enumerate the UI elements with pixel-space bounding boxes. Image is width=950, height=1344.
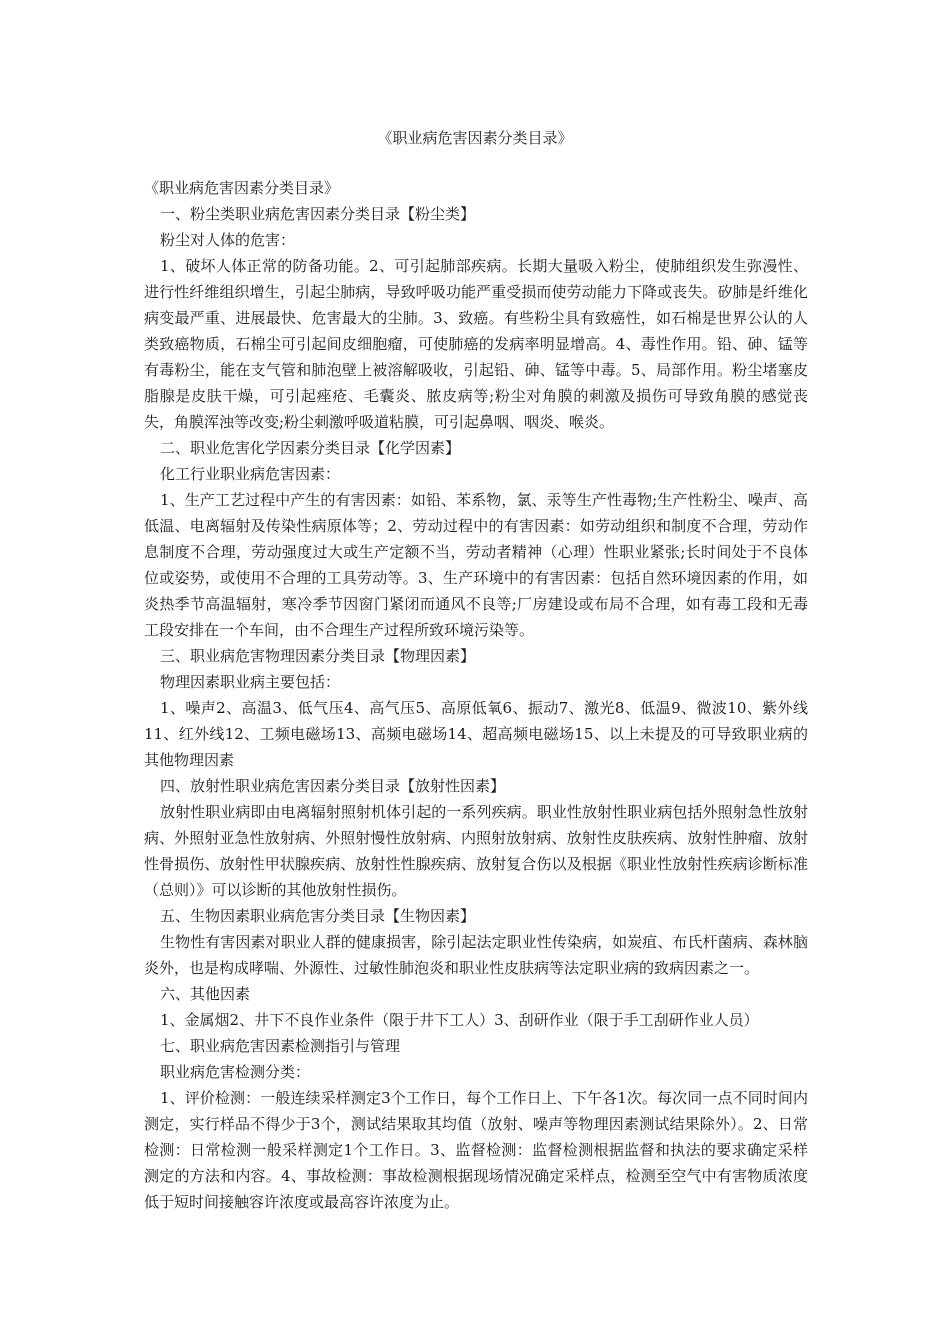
paragraph: 1、生产工艺过程中产生的有害因素：如铅、苯系物，氯、汞等生产性毒物;生产性粉尘、噪声、高低温、电离辐射及传染性病原体等；2、劳动过程中的有害因素：如劳动组织和制度不合理，劳动作息制度不合理，劳动强度过大或生产定额不当，劳动者精神（心理）性职业紧张;长时间处于不良体位或姿势，或使用不合理的工具劳动等。3、生产环境中的有害因素：包括自然环境因素的作用，如炎热季节高温辐射，寒冷季节因窗门紧闭而通风不良等;厂房建设或布局不合理，如有毒工段和无毒工段安排在一个车间，由不合理生产过程所致环境污染等。 — [144, 491, 808, 639]
paragraph: 三、职业病危害物理因素分类目录【物理因素】 — [160, 647, 476, 665]
document-body — [144, 175, 808, 1215]
paragraph: 五、生物因素职业病危害分类目录【生物因素】 — [160, 907, 476, 925]
paragraph: 化工行业职业病危害因素： — [160, 465, 341, 483]
paragraph: 七、职业病危害因素检测指引与管理 — [160, 1037, 401, 1055]
paragraph: 四、放射性职业病危害因素分类目录【放射性因素】 — [160, 777, 506, 795]
paragraph: 1、破坏人体正常的防备功能。2、可引起肺部疾病。长期大量吸入粉尘，使肺组织发生弥漫性、进行性纤维组织增生，引起尘肺病，导致呼吸功能严重受损而使劳动能力下降或丧失。矽肺是纤维化病变最严重、进展最快、危害最大的尘肺。3、致癌。有些粉尘具有致癌性，如石棉是世界公认的人类致癌物质，石棉尘可引起间皮细胞瘤，可使肺癌的发病率明显增高。4、毒性作用。铅、砷、锰等有毒粉尘，能在支气管和肺泡壁上被溶解吸收，引起铅、砷、锰等中毒。5、局部作用。粉尘堵塞皮脂腺是皮肤干燥，可引起痤疮、毛囊炎、脓皮病等;粉尘对角膜的刺激及损伤可导致角膜的感觉丧失，角膜浑浊等改变;粉尘刺激呼吸道粘膜，可引起鼻咽、咽炎、喉炎。 — [144, 257, 808, 431]
paragraph: 《职业病危害因素分类目录》 — [144, 179, 340, 197]
paragraph: 职业病危害检测分类： — [160, 1063, 311, 1081]
paragraph: 放射性职业病即由电离辐射照射机体引起的一系列疾病。职业性放射性职业病包括外照射急性放射病、外照射亚急性放射病、外照射慢性放射病、内照射放射病、放射性皮肤疾病、放射性肿瘤、放射性骨损伤、放射性甲状腺疾病、放射性性腺疾病、放射复合伤以及根据《职业性放射性疾病诊断标准（总则）》可以诊断的其他放射性损伤。 — [144, 803, 808, 899]
paragraph: 一、粉尘类职业病危害因素分类目录【粉尘类】 — [160, 205, 476, 223]
paragraph: 1、评价检测：一般连续采样测定3个工作日，每个工作日上、下午各1次。每次同一点不同时间内测定，实行样品不得少于3个，测试结果取其均值（放射、噪声等物理因素测试结果除外）。2、日常检测：日常检测一般采样测定1个工作日。3、监督检测：监督检测根据监督和执法的要求确定采样测定的方法和内容。4、事故检测：事故检测根据现场情况确定采样点，检测至空气中有害物质浓度低于短时间接触容许浓度或最高容许浓度为止。 — [144, 1089, 808, 1211]
paragraph: 六、其他因素 — [160, 985, 251, 1003]
paragraph: 生物性有害因素对职业人群的健康损害，除引起法定职业性传染病，如炭疽、布氏杆菌病、森林脑炎外，也是构成哮喘、外源性、过敏性肺泡炎和职业性皮肤病等法定职业病的致病因素之一。 — [144, 933, 808, 977]
paragraph: 粉尘对人体的危害： — [160, 231, 296, 249]
paragraph: 二、职业危害化学因素分类目录【化学因素】 — [160, 439, 461, 457]
paragraph: 1、金属烟2、井下不良作业条件（限于井下工人）3、刮研作业（限于手工刮研作业人员） — [160, 1011, 759, 1029]
document-title: 《职业病危害因素分类目录》 — [377, 129, 573, 147]
paragraph: 物理因素职业病主要包括： — [160, 673, 341, 691]
paragraph: 1、噪声2、高温3、低气压4、高气压5、高原低氧6、振动7、激光8、低温9、微波10、紫外线11、红外线12、工频电磁场13、高频电磁场14、超高频电磁场15、以上未提及的可导致职业病的其他物理因素 — [144, 699, 808, 769]
